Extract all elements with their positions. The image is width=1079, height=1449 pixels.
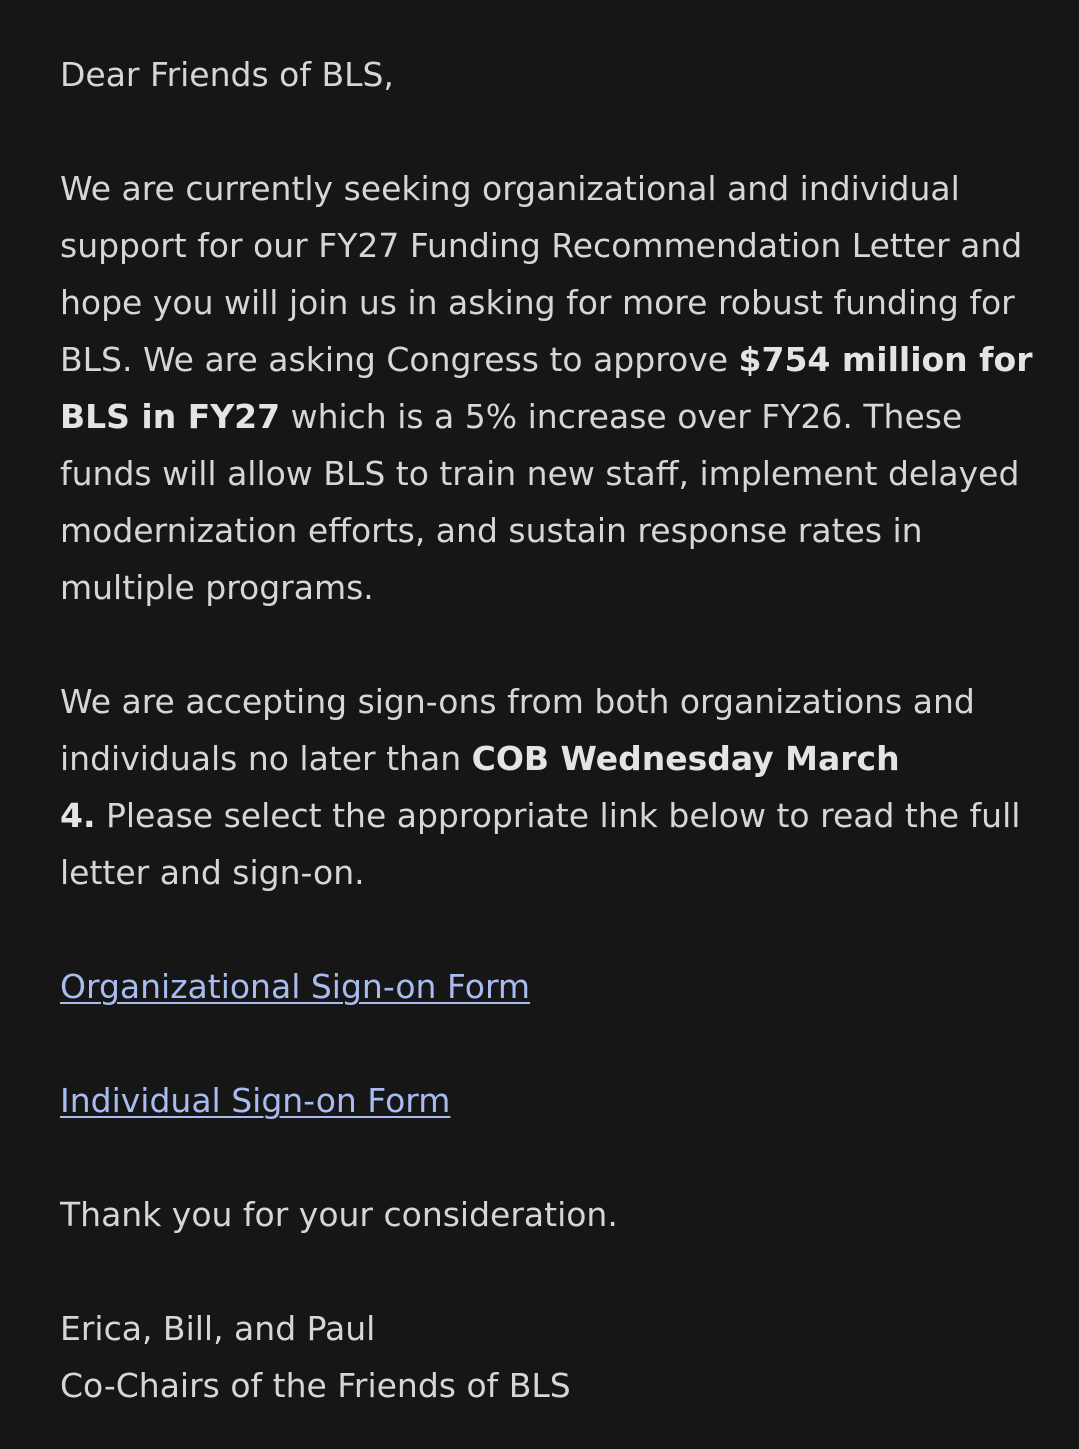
deadline-day: 4.: [60, 796, 96, 835]
funding-paragraph-text-a: We are currently seeking organizational and individual support for our FY27 Funding Recommendation Letter and hope you will join us in asking for more robust funding for BLS. We are asking Congress to approve: [60, 169, 1023, 379]
deadline-paragraph-text-b: Please select the appropriate link below to read the full letter and sign-on.: [60, 796, 1021, 892]
email-body: [60, 46, 1040, 1414]
signature-title: Co-Chairs of the Friends of BLS: [60, 1366, 571, 1405]
funding-paragraph-text-b: which is a 5% increase over FY26. These funds will allow BLS to train new staff, implement delayed modernization efforts, and sustain response rates in multiple programs.: [60, 397, 1020, 607]
funding-amount-highlight: $754 million for BLS in FY27: [60, 340, 1033, 436]
organizational-link-row: [60, 958, 1040, 1015]
signature-names: Erica, Bill, and Paul: [60, 1309, 376, 1348]
organizational-sign-on-link[interactable]: Organizational Sign-on Form: [60, 967, 531, 1006]
deadline-paragraph-text-a: We are accepting sign-ons from both organizations and individuals no later than: [60, 682, 975, 778]
individual-link-row: [60, 1072, 1040, 1129]
greeting: Dear Friends of BLS,: [60, 55, 394, 94]
funding-paragraph: [60, 160, 1040, 616]
individual-sign-on-link[interactable]: Individual Sign-on Form: [60, 1081, 451, 1120]
closing-line: Thank you for your consideration.: [60, 1195, 618, 1234]
deadline-paragraph: [60, 673, 1040, 901]
deadline-highlight: COB Wednesday March: [471, 739, 900, 778]
